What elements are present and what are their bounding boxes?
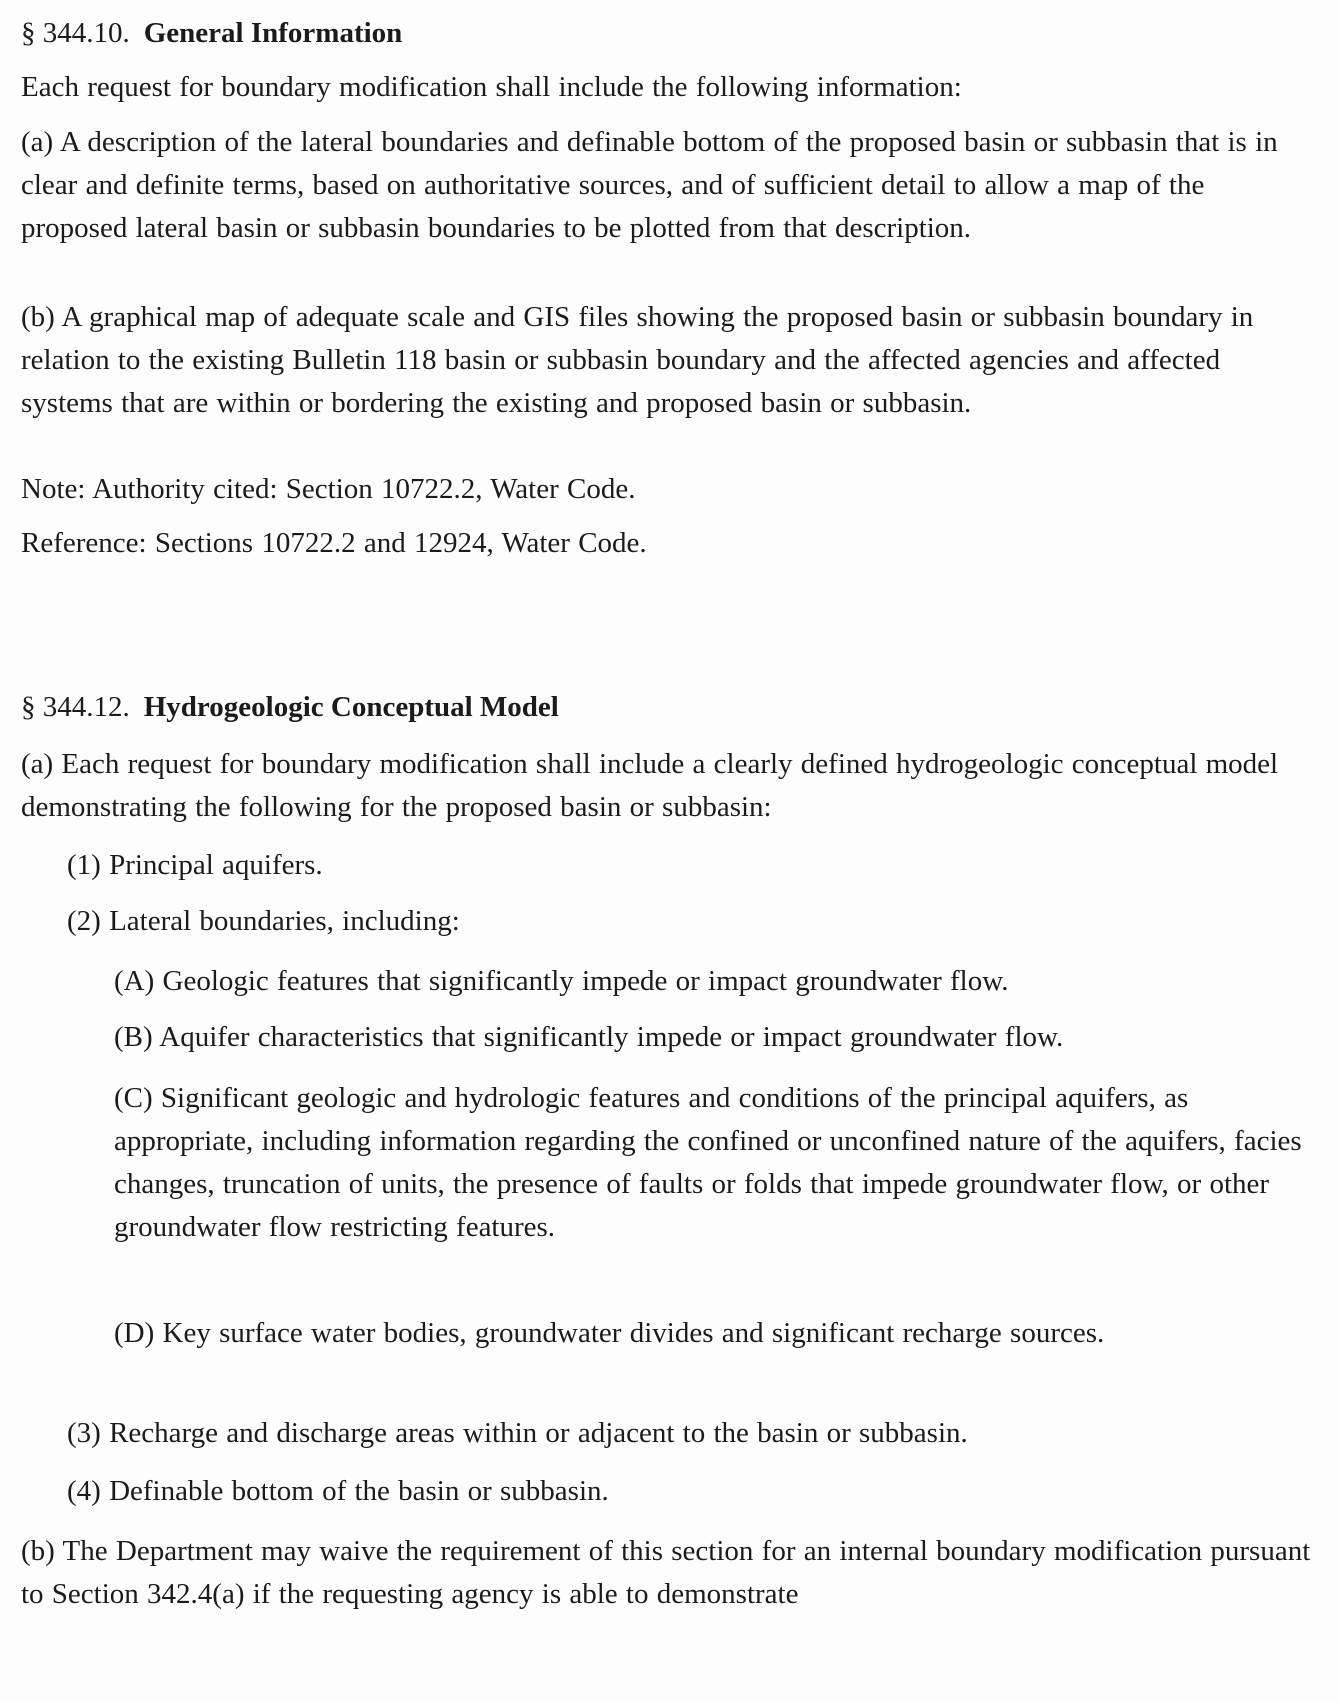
section-heading-344-12: [21, 686, 559, 729]
paragraph-a: (a) Each request for boundary modification shall include a clearly defined hydrogeologic conceptual model demonstrating the following for the proposed basin or subbasin:: [21, 748, 1279, 823]
paragraph-b: (b) A graphical map of adequate scale and GIS files showing the proposed basin or subbasin boundary in relation to the existing Bulletin 118 basin or subbasin boundary and the affected agencies and affected systems that are within or bordering the existing and proposed basin or subbasin.: [21, 301, 1254, 419]
list-item-4: (4) Definable bottom of the basin or subbasin.: [67, 1475, 609, 1507]
section-title: Hydrogeologic Conceptual Model: [143, 691, 559, 723]
paragraph-b: (b) The Department may waive the requirement of this section for an internal boundary modification pursuant to Section 342.4(a) if the requesting agency is able to demonstrate: [21, 1535, 1311, 1610]
authority-note: Note: Authority cited: Section 10722.2, Water Code.: [21, 473, 636, 505]
list-item-2b: (B) Aquifer characteristics that significantly impede or impact groundwater flow.: [114, 1021, 1064, 1053]
section-number: § 344.12.: [21, 691, 130, 723]
list-item-3: (3) Recharge and discharge areas within or adjacent to the basin or subbasin.: [67, 1417, 968, 1449]
reference-note: Reference: Sections 10722.2 and 12924, Water Code.: [21, 527, 647, 559]
list-item-2a: (A) Geologic features that significantly impede or impact groundwater flow.: [114, 965, 1009, 997]
section-intro: Each request for boundary modification shall include the following information:: [21, 71, 962, 103]
list-item-2c: (C) Significant geologic and hydrologic features and conditions of the principal aquifers, as appropriate, including information regarding the confined or unconfined nature of the aquifers, facies changes, truncation of units, the presence of faults or folds that impede groundwater flow, or other groundwater flow restricting features.: [114, 1082, 1302, 1243]
section-number: § 344.10.: [21, 17, 130, 49]
paragraph-a: (a) A description of the lateral boundaries and definable bottom of the proposed basin or subbasin that is in clear and definite terms, based on authoritative sources, and of sufficient detail to allow a map of the proposed lateral basin or subbasin boundaries to be plotted from that description.: [21, 126, 1278, 244]
list-item-2: (2) Lateral boundaries, including:: [67, 905, 460, 937]
section-title: General Information: [143, 17, 403, 49]
section-heading-344-10: [21, 12, 402, 55]
list-item-2d: (D) Key surface water bodies, groundwater divides and significant recharge sources.: [114, 1317, 1105, 1349]
list-item-1: (1) Principal aquifers.: [67, 849, 323, 881]
